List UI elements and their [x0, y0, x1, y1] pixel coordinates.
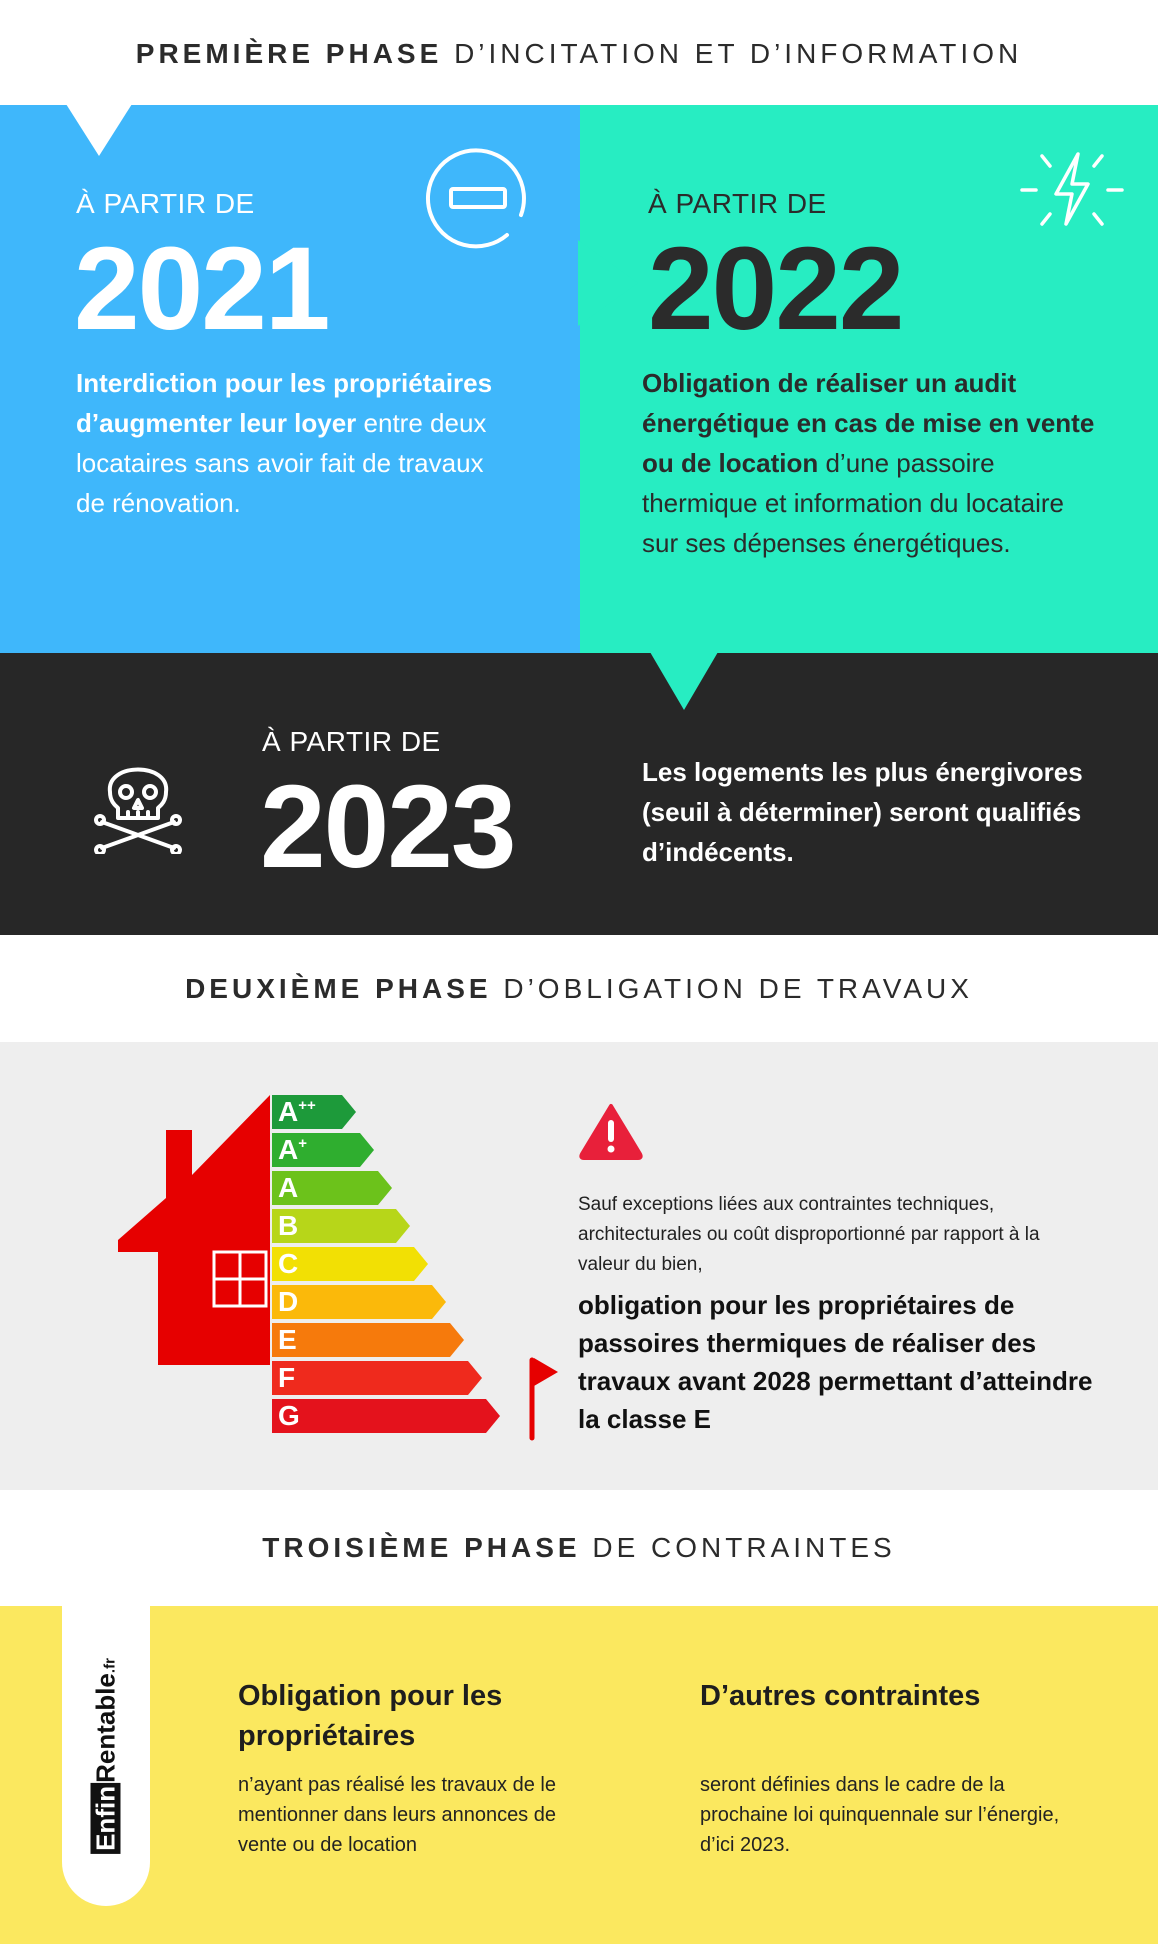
brand-part2: Rentable: [90, 1673, 121, 1783]
phase2-intro: Sauf exceptions liées aux contraintes techniques, architecturales ou coût disproportionné par rapport à la valeur du bien,: [578, 1194, 1040, 1275]
energy-label-g: G: [278, 1400, 300, 1431]
energy-label-a: A: [278, 1172, 299, 1203]
col1-text: n’ayant pas réalisé les travaux de le mentionner dans leurs annonces de vente ou de location: [238, 1774, 556, 1856]
energy-label-f: F: [278, 1362, 296, 1393]
skull-crossbones-icon: [92, 748, 184, 854]
phase2-title-bold: DEUXIÈME PHASE: [185, 973, 492, 1004]
lightning-icon: [1018, 138, 1124, 234]
text-2022-bold: Obligation de réaliser un audit énergétique en cas de mise en vente ou de location: [642, 368, 1095, 478]
energy-label-c: C: [278, 1248, 299, 1279]
energy-label-b: B: [278, 1210, 299, 1241]
brand-logo: [91, 1658, 122, 1854]
phase1-title-rest: D’INCITATION ET D’INFORMATION: [454, 38, 1023, 69]
phase2-main: [578, 1286, 1098, 1438]
red-flag-icon: [532, 1358, 558, 1438]
text-2022-rest: d’une passoire thermique et information du locataire sur ses dépenses énergétiques.: [642, 448, 1065, 558]
energy-label-aplusplus: A++: [278, 1096, 316, 1127]
phase2-title: [0, 973, 1158, 1005]
pointer-2023: [650, 652, 718, 710]
phase2-title-rest: D’OBLIGATION DE TRAVAUX: [503, 973, 973, 1004]
year-2021: 2021: [74, 223, 329, 355]
energy-label-d: D: [278, 1286, 299, 1317]
house-icon: [118, 1095, 270, 1365]
phase3-title-bold: TROISIÈME PHASE: [262, 1532, 581, 1563]
col1-title: Obligation pour les propriétaires: [238, 1680, 503, 1752]
brand-suffix: .fr: [101, 1658, 119, 1674]
pointer-2022: [578, 240, 638, 326]
prefix-2021: À PARTIR DE: [76, 188, 255, 219]
brand-tab: [62, 1606, 150, 1906]
phase1-title-bold: PREMIÈRE PHASE: [135, 38, 443, 69]
energy-house-graphic: [110, 1090, 570, 1450]
energy-label-aplus: A+: [278, 1134, 307, 1165]
phase2-main-b: avant 2028 permettant d’atteindre la classe E: [578, 1366, 1093, 1434]
year-2023: 2023: [260, 761, 515, 893]
banned-circle-icon: [425, 145, 531, 251]
phase1-title: [0, 38, 1158, 70]
col2-text: seront définies dans le cadre de la prochaine loi quinquennale sur l’énergie, d’ici 2023.: [700, 1774, 1060, 1856]
warning-icon: [578, 1102, 644, 1160]
text-2022: [642, 363, 1102, 563]
prefix-2022: À PARTIR DE: [648, 188, 827, 219]
year-2022: 2022: [648, 223, 903, 355]
text-2021-rest: entre deux locataires sans avoir fait de travaux de rénovation.: [76, 408, 487, 518]
energy-bar-f: [272, 1361, 482, 1395]
phase2-main-a: obligation pour les propriétaires de passoires thermiques de réaliser des travaux: [578, 1290, 1037, 1396]
brand-part1: Enfin: [91, 1783, 121, 1854]
energy-label-e: E: [278, 1324, 297, 1355]
phase3-title: [0, 1532, 1158, 1564]
prefix-2023: À PARTIR DE: [262, 726, 441, 757]
phase3-title-rest: DE CONTRAINTES: [592, 1532, 896, 1563]
text-2021: [76, 363, 516, 523]
pointer-2021: [66, 104, 132, 156]
text-2023: Les logements les plus énergivores (seuil à déterminer) seront qualifiés d’indécents.: [642, 757, 1083, 867]
energy-bar-e: [272, 1323, 464, 1357]
text-2021-bold: Interdiction pour les propriétaires d’augmenter leur loyer: [76, 368, 493, 438]
energy-bar-g: [272, 1399, 500, 1433]
col2-title: D’autres contraintes: [700, 1680, 981, 1712]
